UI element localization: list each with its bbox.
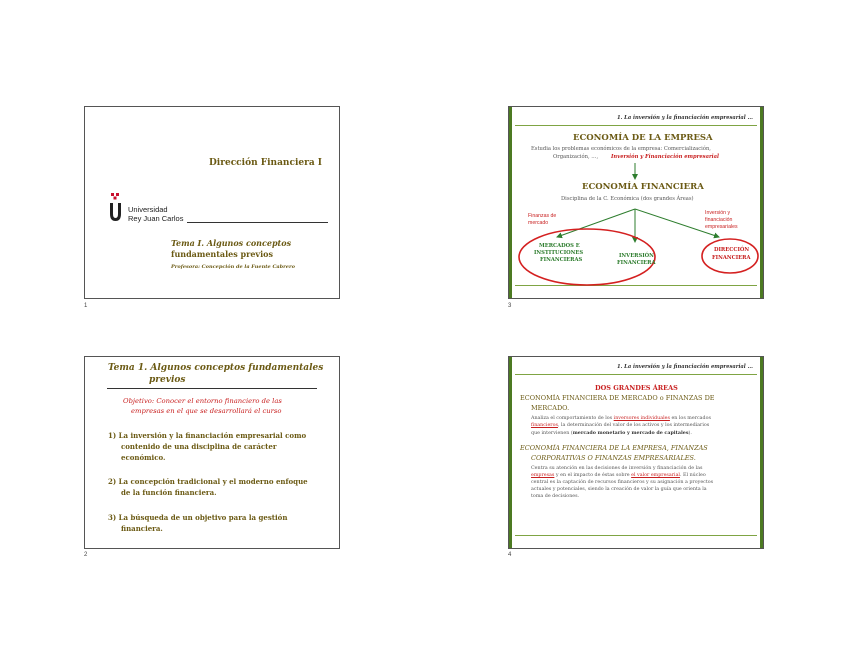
finanzas-mercado-2: mercado: [528, 220, 549, 226]
item-2-line-1: 2) La concepción tradicional y el moderno enfoque: [108, 477, 308, 486]
title-divider: [107, 388, 317, 389]
page-number-2: 2: [84, 552, 88, 558]
area2-text-5: toma de decisiones.: [531, 494, 580, 499]
item-2-line-2: de la función financiera.: [121, 488, 217, 497]
inversion-financiacion-1: Inversión y: [705, 210, 731, 216]
slide-2: [84, 356, 340, 549]
desc-line-2b: Inversión y Financiación empresarial: [611, 154, 719, 160]
header-rule: [515, 374, 757, 375]
valor-empresarial-link: el valor empresarial: [631, 473, 680, 478]
area1-text-d: que intervienen (: [531, 431, 573, 436]
inversores-individuales-link: inversores individuales: [613, 416, 670, 421]
slide2-title-2: previos: [149, 375, 186, 385]
mercados-2: INSTITUCIONES: [534, 250, 584, 256]
empresas-link: empresas: [531, 473, 555, 478]
area2-text-4: actuales y potenciales, siendo la creación de valor la guía que orienta la: [531, 487, 707, 492]
slide-4: [508, 356, 764, 549]
inversion-financiera-2: FINANCIERA: [617, 260, 656, 266]
slide-header: 1. La inversión y la financiación empresarial ...: [616, 115, 753, 121]
area1-line-1: ECONOMÍA FINANCIERA DE MERCADO o FINANZAS DE: [520, 394, 715, 402]
dos-grandes-areas: DOS GRANDES ÁREAS: [595, 384, 678, 392]
area1-text-3: [531, 430, 692, 436]
area2-text-1: Centra su atención en las decisiones de inversión y financiación de las: [531, 466, 703, 471]
page-number-4: 4: [508, 552, 512, 558]
item-3-line-1: 3) La búsqueda de un objetivo para la gestión: [108, 513, 288, 522]
area1-text-c: , la determinación del valor de los activos y los intermediarios: [557, 423, 710, 428]
inversion-financiacion-3: empresariales: [705, 224, 738, 230]
area2-text-3: central es la captación de recursos financieros y su asignación a proyectos: [531, 480, 714, 485]
page-number-3: 3: [508, 303, 512, 309]
logo-underline: [187, 222, 328, 223]
logo-line-2: Rey Juan Carlos: [128, 214, 184, 223]
slide-header: 1. La inversión y la financiación empresarial ...: [616, 364, 753, 370]
area2-line-2: CORPORATIVAS O FINANZAS EMPRESARIALES.: [531, 454, 696, 462]
area1-text-e: ).: [688, 431, 692, 436]
area2-line-1: ECONOMÍA FINANCIERA DE LA EMPRESA, FINANZAS: [520, 444, 708, 452]
inversion-financiacion-2: financiación: [705, 217, 733, 223]
area2-text-c: . El núcleo: [679, 473, 706, 478]
tema-title-2: fundamentales previos: [171, 249, 273, 259]
objetivo-1: Objetivo: Conocer el entorno financiero de las: [123, 397, 282, 405]
finanzas-mercado-1: Finanzas de: [528, 213, 557, 219]
desc-line-1: Estudia los problemas económicos de la empresa: Comercialización,: [531, 146, 711, 152]
area1-text-b: en los mercados: [669, 416, 711, 421]
page-number-1: 1: [84, 303, 88, 309]
area1-text-bold: mercado monetario y mercado de capitales: [572, 430, 689, 436]
profesora: Profesora: Concepción de la Fuente Cabrero: [171, 264, 295, 270]
economia-empresa: ECONOMÍA DE LA EMPRESA: [573, 133, 713, 143]
crown-u-icon: [107, 193, 125, 223]
desc-line-2a: Organización, …,: [553, 154, 599, 160]
mercados-1: MERCADOS E: [539, 243, 580, 249]
footer-rule: [515, 535, 757, 536]
area1-text-1: [531, 416, 711, 421]
item-1-line-2: contenido de una disciplina de carácter: [121, 442, 277, 451]
area2-text-2: [531, 473, 706, 478]
diagram-arrows: [509, 107, 765, 300]
left-accent-bar: [509, 357, 512, 548]
disciplina: Disciplina de la C. Económica (dos grandes Áreas): [561, 196, 694, 202]
objetivo-2: empresas en el que se desarrollará el curso: [131, 407, 282, 415]
item-1-line-1: 1) La inversión y la financiación empresarial como: [108, 431, 307, 440]
direccion-financiera-2: FINANCIERA: [712, 255, 751, 261]
item-3-line-2: financiera.: [121, 524, 163, 533]
direccion-financiera-1: DIRECCIÓN: [714, 247, 750, 253]
slide-1: [84, 106, 340, 299]
mercados-3: FINANCIERAS: [540, 257, 583, 263]
slide-title: Dirección Financiera I: [209, 158, 323, 168]
area2-text-b: y en el impacto de éstas sobre: [554, 473, 632, 478]
area1-text-2: [531, 423, 709, 428]
slide2-title-1: Tema 1. Algunos conceptos fundamentales: [108, 363, 324, 373]
area1-line-2: MERCADO.: [531, 404, 570, 412]
area1-text-a: Analiza el comportamiento de los: [531, 416, 614, 421]
tema-title-1: Tema I. Algunos conceptos: [171, 238, 292, 248]
university-logo: [107, 193, 197, 227]
inversion-financiera-1: INVERSIÓN: [619, 253, 654, 259]
financieros-link: financieros: [531, 423, 558, 428]
economia-financiera: ECONOMÍA FINANCIERA: [582, 182, 704, 192]
right-accent-bar: [760, 357, 763, 548]
logo-line-1: Universidad: [128, 205, 168, 214]
item-1-line-3: económico.: [121, 453, 166, 462]
slide-3: [508, 106, 764, 299]
